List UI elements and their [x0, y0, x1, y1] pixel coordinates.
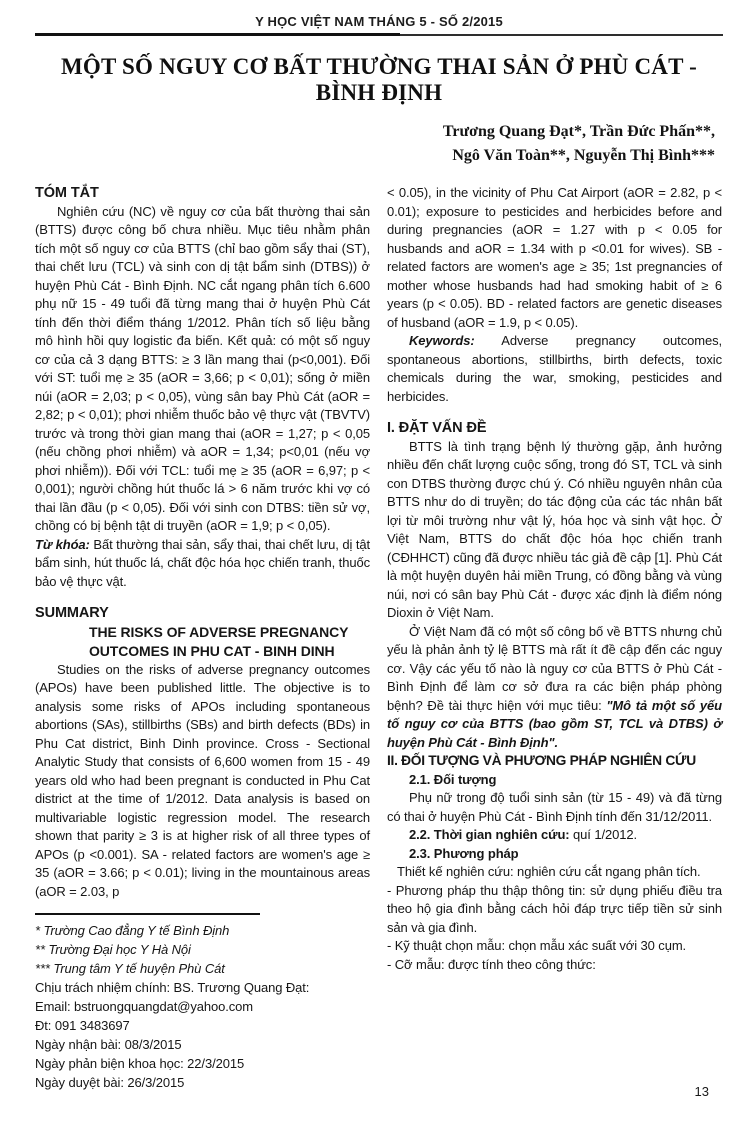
authors-block [35, 120, 723, 168]
journal-header: Y HỌC VIỆT NAM THÁNG 5 - SỐ 2/2015 [255, 14, 503, 29]
tomtat-abstract: Nghiên cứu (NC) về nguy cơ của bất thường thai sản (BTTS) được công bố chưa nhiều. Mục tiêu nhằm phân tích một số nguy cơ của BTTS (chỉ bao gồm sẩy thai (ST), thai chết lưu (TCL) và sinh con dị tật bẩm sinh (DTBS)) ở huyện Phù Cát - Bình Định. NC cắt ngang phân tích 6.600 phụ nữ 15 - 49 tuổi đã từng mang thai ở huyện Phù Cát tính đến thời điểm tháng 1/2012. Phân tích số liệu bằng mô hình hồi quy logistic đa biến. Kết quả: có một số nguy cơ của cả 3 dạng BTTS: ≥ 3 lần mang thai (p<0,001). Đối với ST: tuổi mẹ ≥ 35 (aOR = 3,66; p < 0,01); sống ở miền núi (aOR = 2,03; p < 0,05), vùng sân bay Phù Cát (aOR = 2,82; p < 0,01); phơi nhiễm thuốc bảo vệ thực vật (TBVTV) trước và trong thời gian mang thai (aOR = 1,27; p < 0,05 (nếu chồng phơi nhiễm) và aOR = 1,34; p<0,01 (nếu vợ phơi nhiễm)). Đối với TCL: tuổi mẹ ≥ 35 (aOR = 6,97; p < 0,001); người chồng hút thuốc lá > 6 năm trước khi vợ có thai lần đầu (p < 0,05). Đối với sinh con DTBS: tiền sử vợ, chồng có bị bệnh tật di truyền (aOR = 1,9; p < 0,05). [35, 203, 370, 533]
authors-line-1: Trương Quang Đạt*, Trần Đức Phấn**, [442, 123, 715, 140]
section2-1-body: Phụ nữ trong độ tuổi sinh sản (từ 15 - 49) và đã từng có thai ở huyện Phù Cát - Bình Định tính đến 31/12/2011. [387, 790, 722, 824]
header-rule-left [35, 33, 400, 36]
section2-2-label: 2.2. Thời gian nghiên cứu: [409, 827, 570, 842]
section1-heading: I. ĐẶT VẤN ĐỀ [387, 420, 487, 436]
tomtat-heading: TÓM TẮT [35, 185, 99, 201]
tomtat-keywords-label: Từ khóa: [35, 536, 90, 552]
section2-heading: II. ĐỐI TƯỢNG VÀ PHƯƠNG PHÁP NGHIÊN CỨU [387, 753, 696, 768]
summary-abstract: Studies on the risks of adverse pregnancy outcomes (APOs) have been published little. The objective is to analysis some risks of APOs including spontaneous abortions (SAs), stillbirths (SBs) and birth defects (BDs) in Phu Cat district, Binh Dinh province. Cross - Sectional Analytic Study that consists of 6,600 women from 15 - 49 years old who had been pregnant is conducted in Phu Cat district at the time of 1/2012. Data analysis is based on multivariable logistic regression model. The research shown that parity ≥ 3 is at higher risk of all three types of APOs (p <0.001). SA - related factors are women's age ≥ 35 (aOR = 3.66; p < 0.01); living in the mountainous areas (aOR = 2.03, p [35, 661, 370, 899]
summary-subtitle-2: OUTCOMES IN PHU CAT - BINH DINH [89, 642, 335, 659]
two-column-body [35, 184, 723, 1092]
contact-email: Email: bstruongquangdat@yahoo.com [35, 999, 254, 1014]
page-number: 13 [694, 1084, 709, 1099]
article-title: MỘT SỐ NGUY CƠ BẤT THƯỜNG THAI SẢN Ở PHÙ CÁT - BÌNH ĐỊNH [60, 54, 698, 105]
date-reviewed: Ngày phản biện khoa học: 22/3/2015 [35, 1056, 245, 1071]
left-column [35, 184, 370, 1092]
section1-para2 [387, 623, 722, 753]
english-keywords-text: Adverse pregnancy outcomes, spontaneous abortions, stillbirths, birth defects, toxic chemicals during the war, smoking, pesticides and herbicides. [387, 333, 722, 404]
affiliation-2: ** Trường Đại học Y Hà Nội [35, 942, 191, 957]
summary-heading: SUMMARY [35, 605, 109, 621]
summary-continued: < 0.05), in the vicinity of Phu Cat Airport (aOR = 2.82, p < 0.01); exposure to pesticides and herbicides before and during pregnancies (aOR = 1.27 with p < 0.05 for husbands and aOR = 1.34 with p <0.01 for wives). SB - related factors are women's age ≥ 35; 1st pregnancies of mother whose husbands had had smoking habit of ≥ 6 years (p < 0.05). BD - related factors are genetic diseases of husband (aOR = 1.9, p < 0.05). [387, 185, 722, 330]
method-sample-size: - Cỡ mẫu: được tính theo công thức: [387, 956, 596, 972]
contact-responsible: Chịu trách nhiệm chính: BS. Trương Quang Đạt: [35, 980, 310, 995]
affiliation-1: * Trường Cao đẳng Y tế Bình Định [35, 923, 230, 938]
method-design: Thiết kế nghiên cứu: nghiên cứu cắt ngang phân tích. [397, 864, 701, 879]
section2-3-heading: 2.3. Phương pháp [409, 845, 519, 861]
method-data-collection: - Phương pháp thu thập thông tin: sử dụng phiếu điều tra theo hộ gia đình bằng cách hỏi đáp trực tiếp tiền sử sinh sản và gia đình. [387, 882, 722, 935]
english-keywords-label: Keywords: [409, 333, 475, 348]
date-received: Ngày nhận bài: 08/3/2015 [35, 1037, 182, 1052]
section1-para1: BTTS là tình trạng bệnh lý thường gặp, ảnh hưởng nhiều đến chất lượng cuộc sống, trong đó ST, TCL và sinh con DTBS thường được chú ý. Có nhiều nguyên nhân của BTTS như do di truyền; do tác động của các tác nhân bất lợi từ môi trường như vật lý, hóa học và sinh vật học. Ở Việt Nam, BTTS do chất độc hóa học chiến tranh (CĐHHCT) cũng đã được nhiều tác giả đề cập [1]. Phù Cát là một huyện duyên hải miền Trung, có đồng bằng và vùng núi, nơi có sân bay Phù Cát - được xác định là điểm nóng Dioxin ở Việt Nam. [387, 438, 722, 620]
header-rule [35, 33, 723, 36]
authors-line-2: Ngô Văn Toàn**, Nguyễn Thị Bình*** [452, 147, 715, 164]
header-rule-right [400, 34, 723, 36]
right-column [387, 184, 722, 1092]
method-sampling: - Kỹ thuật chọn mẫu: chọn mẫu xác suất với 30 cụm. [387, 938, 687, 953]
english-keywords [387, 332, 722, 406]
section2-1-heading: 2.1. Đối tượng [409, 771, 497, 787]
section2-2-line [387, 826, 722, 845]
section2-2-text: quí 1/2012. [573, 827, 637, 842]
affiliations-block [35, 921, 370, 978]
date-accepted: Ngày duyệt bài: 26/3/2015 [35, 1075, 185, 1090]
footnote-divider [35, 913, 260, 915]
contact-block [35, 978, 370, 1092]
affiliation-3: *** Trung tâm Y tế huyện Phù Cát [35, 961, 225, 976]
tomtat-keywords [35, 536, 370, 592]
section1-para2-text: Ở Việt Nam đã có một số công bố về BTTS nhưng chủ yếu là phản ảnh tỷ lệ BTTS mà rất ít đề cập đến các nguy cơ. Vậy các yếu tố nào là nguy cơ của BTTS ở Phù Cát - Bình Định để làm cơ sở đưa ra các biện pháp phòng bệnh? Đề tài thực hiện với mục tiêu: [387, 623, 722, 713]
contact-phone: Đt: 091 3483697 [35, 1018, 130, 1033]
section1-objective-quote: "Mô tả một số yếu tố nguy cơ của BTTS (bao gồm ST, TCL và DTBS) ở huyện Phù Cát - Bình Định". [387, 697, 722, 750]
summary-subtitle-1: THE RISKS OF ADVERSE PREGNANCY [89, 623, 349, 640]
tomtat-keywords-text: Bất thường thai sản, sẩy thai, thai chết lưu, dị tật bẩm sinh, hút thuốc lá, chất độc hóa học chiến tranh, thuốc bảo vệ thực vật. [35, 536, 370, 589]
